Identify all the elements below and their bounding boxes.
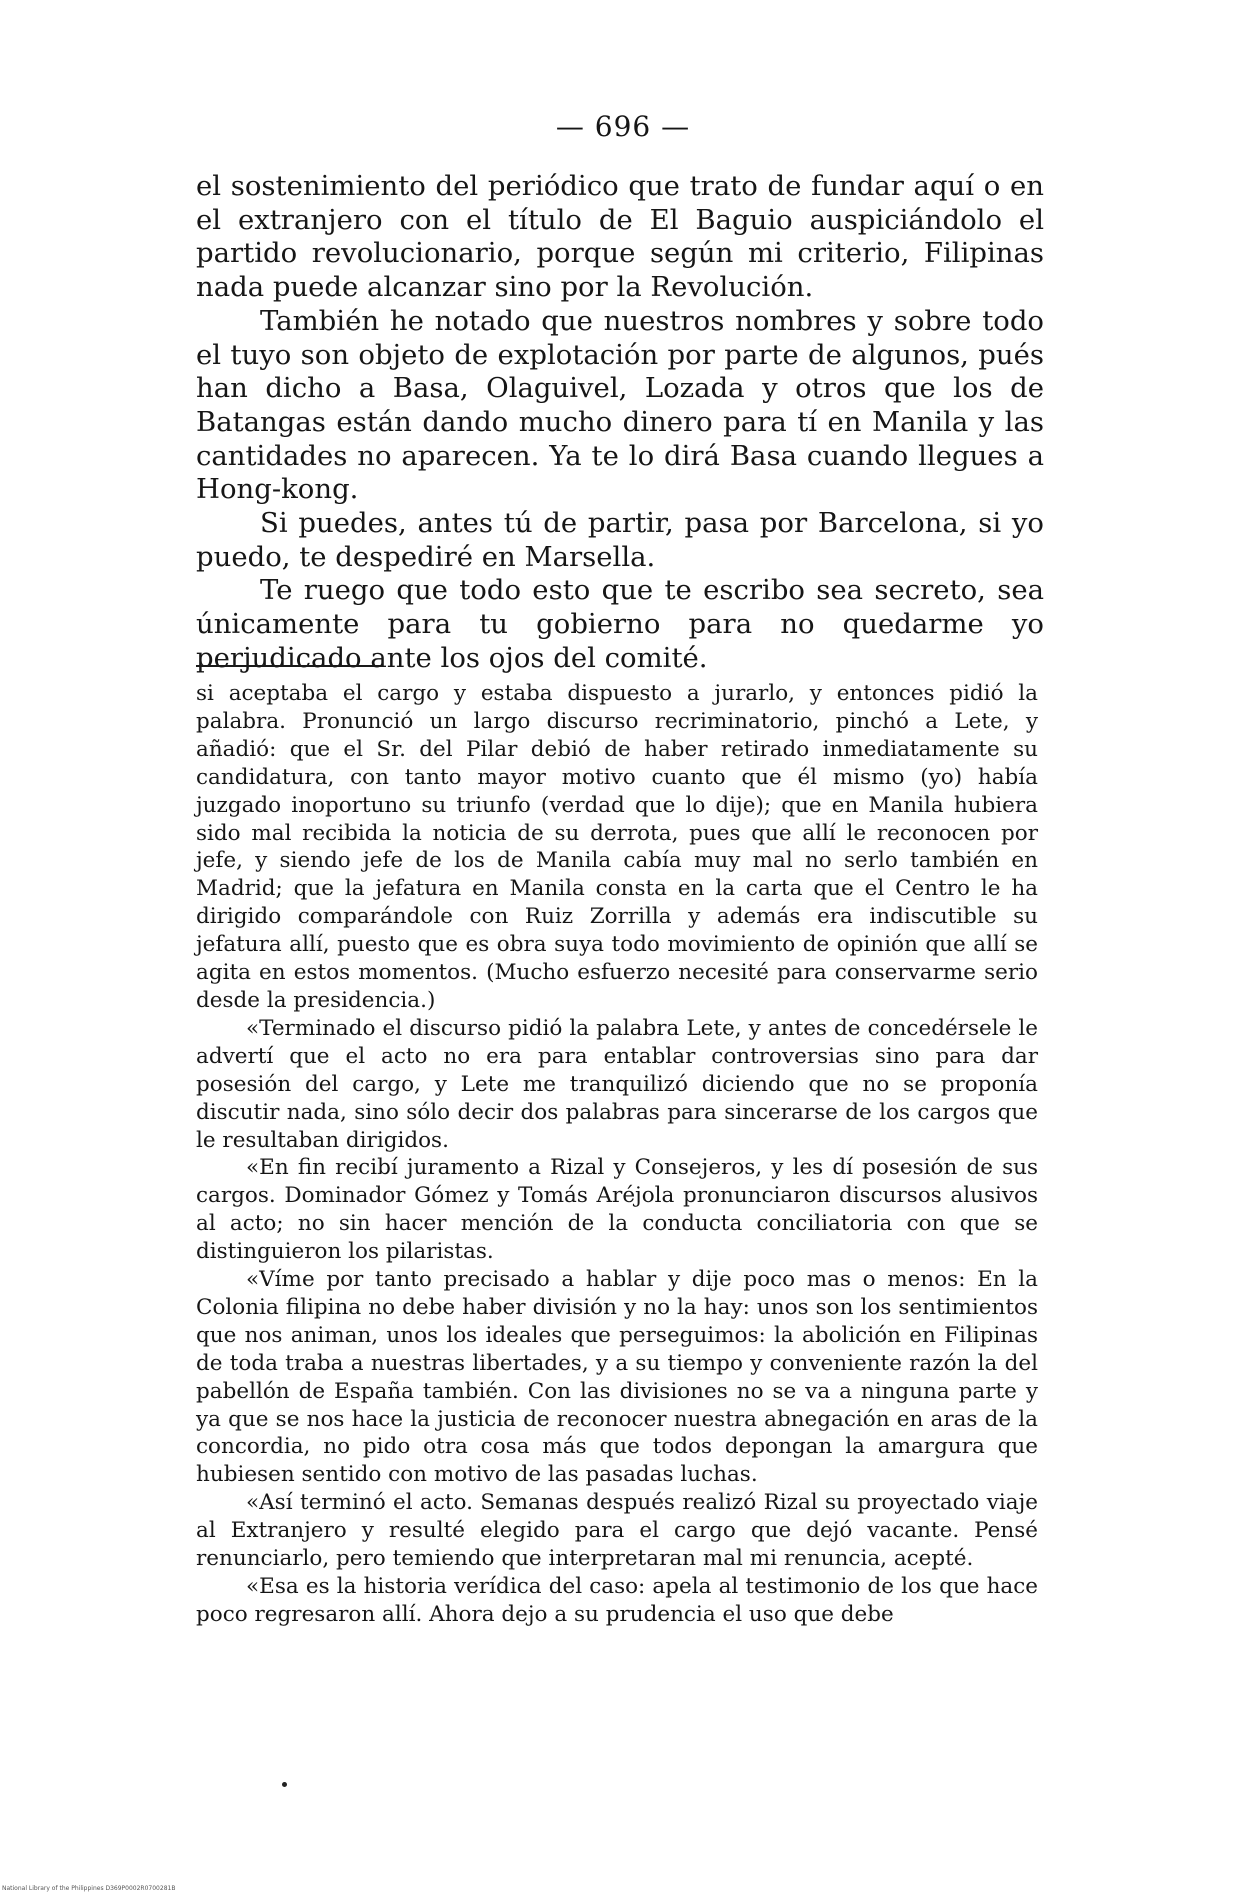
archive-watermark: National Library of the Philippines D369P0002R0700281B: [2, 1885, 176, 1892]
letter-paragraph: También he notado que nuestros nombres y sobre todo el tuyo son objeto de explotación por parte de algunos, pués han dicho a Basa, Olaguivel, Lozada y otros que los de Batangas están dando mucho dinero para tí en Manila y las cantidades no aparecen. Ya te lo dirá Basa cuando llegues a Hong-kong.: [196, 304, 1044, 506]
letter-body: [196, 170, 1044, 676]
footnote-paragraph: «Esa es la historia verídica del caso: apela al testimonio de los que hace poco regresaron allí. Ahora dejo a su prudencia el uso que debe: [196, 1574, 1038, 1627]
footnote-body: [196, 680, 1038, 1629]
footnote-paragraph: «Víme por tanto precisado a hablar y dije poco mas o menos: En la Colonia filipina no debe haber división y no la hay: unos son los sentimientos que nos animan, unos los ideales que perseguimos: la abolición en Filipinas de toda traba a nuestras libertades, y a su tiempo y conveniente razón la del pabellón de España también. Con las divisiones no se va a ninguna parte y ya que se nos hace la justicia de reconocer nuestra abnegación en aras de la concordia, no pido otra cosa más que todos depongan la amargura que hubiesen sentido con motivo de las pasadas luchas.: [196, 1267, 1038, 1488]
footnote-paragraph: «Así terminó el acto. Semanas después realizó Rizal su proyectado viaje al Extranjero y resulté elegido para el cargo que dejó vacante. Pensé renunciarlo, pero temiendo que interpretaran mal mi renuncia, acepté.: [196, 1490, 1038, 1572]
letter-paragraph: Si puedes, antes tú de partir, pasa por Barcelona, si yo puedo, te despediré en Marsella.: [196, 507, 1044, 573]
footnote-divider: [196, 665, 382, 667]
letter-paragraph: el sostenimiento del periódico que trato de fundar aquí o en el extranjero con el título de El Baguio auspiciándolo el partido revolucionario, porque según mi criterio, Filipinas nada puede alcanzar sino por la Revolución.: [196, 170, 1044, 304]
ink-speck: [282, 1782, 287, 1787]
footnote-paragraph: «Terminado el discurso pidió la palabra Lete, y antes de concedérsele le advertí que el acto no era para entablar controversias sino para dar posesión del cargo, y Lete me tranquilizó diciendo que no se proponía discutir nada, sino sólo decir dos palabras para sincerarse de los cargos que le resultaban dirigidos.: [196, 1015, 1038, 1153]
page-number: — 696 —: [555, 110, 691, 143]
footnote-paragraph: «En fin recibí juramento a Rizal y Consejeros, y les dí posesión de sus cargos. Dominador Gómez y Tomás Aréjola pronunciaron discursos alusivos al acto; no sin hacer mención de la conducta conciliatoria con que se distinguieron los pilaristas.: [196, 1155, 1038, 1265]
footnote-paragraph: si aceptaba el cargo y estaba dispuesto a jurarlo, y entonces pidió la palabra. Pronunció un largo discurso recriminatorio, pinchó a Lete, y añadió: que el Sr. del Pilar debió de haber retirado inmediatamente su candidatura, con tanto mayor motivo cuanto que él mismo (yo) había juzgado inoportuno su triunfo (verdad que lo dije); que en Manila hubiera sido mal recibida la noticia de su derrota, pues que allí le reconocen por jefe, y siendo jefe de los de Manila cabía muy mal no serlo también en Madrid; que la jefatura en Manila consta en la carta que el Centro le ha dirigido comparándole con Ruiz Zorrilla y además era indiscutible su jefatura allí, puesto que es obra suya todo movimiento de opinión que allí se agita en estos momentos. (Mucho esfuerzo necesité para conservarme serio desde la presidencia.): [196, 681, 1038, 1013]
letter-paragraph: Te ruego que todo esto que te escribo sea secreto, sea únicamente para tu gobierno para no quedarme yo perjudicado ante los ojos del comité.: [196, 574, 1044, 674]
